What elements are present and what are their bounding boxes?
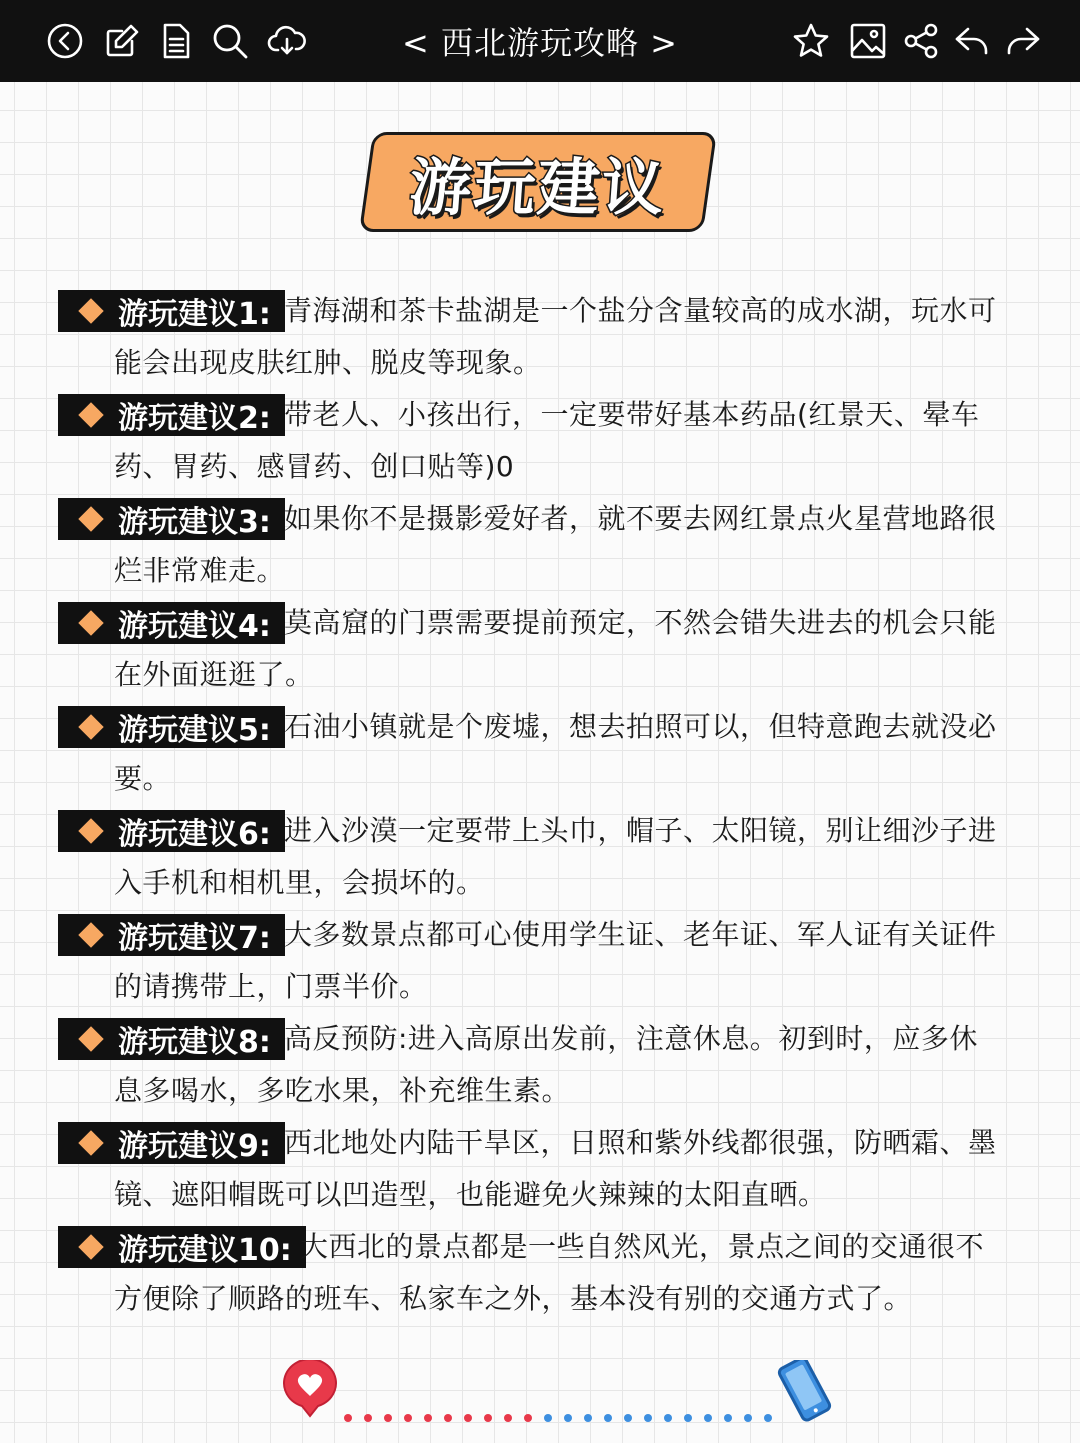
tip-text-line1: 进入沙漠一定要带上头巾，帽子、太阳镜，别让细沙子进	[284, 814, 997, 847]
cloud-download-icon[interactable]	[265, 19, 309, 63]
diamond-icon	[78, 610, 103, 635]
diamond-icon	[78, 402, 103, 427]
dot	[364, 1414, 372, 1422]
tip-label: 游玩建议9:	[58, 1122, 285, 1164]
dot	[624, 1414, 632, 1422]
tip-text-line1: 大多数景点都可心使用学生证、老年证、军人证有关证件	[284, 918, 997, 951]
diamond-icon	[78, 818, 103, 843]
dot	[484, 1414, 492, 1422]
top-toolbar	[0, 0, 1080, 82]
tip-text-line2: 息多喝水，多吃水果，补充维生素。	[114, 1074, 571, 1107]
dot	[764, 1414, 772, 1422]
edit-icon[interactable]	[100, 19, 144, 63]
diamond-icon	[78, 922, 103, 947]
image-icon[interactable]	[846, 19, 890, 63]
dotted-line	[344, 1414, 772, 1422]
dot	[724, 1414, 732, 1422]
dot	[344, 1414, 352, 1422]
tip-label: 游玩建议5:	[58, 706, 285, 748]
tip-text-line2: 能会出现皮肤红肿、脱皮等现象。	[114, 346, 542, 379]
tip-text-line2: 方便除了顺路的班车、私家车之外，基本没有别的交通方式了。	[114, 1282, 913, 1315]
dot	[464, 1414, 472, 1422]
tip-text-line1: 带老人、小孩出行，一定要带好基本药品(红景天、晕车	[284, 398, 980, 431]
tip-label: 游玩建议6:	[58, 810, 285, 852]
dot	[544, 1414, 552, 1422]
document-icon[interactable]	[154, 19, 198, 63]
dot	[644, 1414, 652, 1422]
heading-banner	[359, 132, 717, 232]
tip-label: 游玩建议8:	[58, 1018, 285, 1060]
diamond-icon	[78, 1130, 103, 1155]
tip-label: 游玩建议2:	[58, 394, 285, 436]
document-title[interactable]: < 西北游玩攻略 >	[402, 24, 678, 62]
undo-icon[interactable]	[950, 19, 994, 63]
diamond-icon	[78, 506, 103, 531]
footer-decoration	[280, 1360, 840, 1430]
tip-label: 游玩建议4:	[58, 602, 285, 644]
back-circle-icon[interactable]	[43, 19, 87, 63]
search-icon[interactable]	[208, 19, 252, 63]
tip-text-line2: 要。	[114, 762, 172, 795]
dot	[424, 1414, 432, 1422]
phone-icon	[778, 1360, 832, 1422]
dot	[744, 1414, 752, 1422]
tip-text-line2: 入手机和相机里，会损坏的。	[114, 866, 485, 899]
dot	[404, 1414, 412, 1422]
redo-icon[interactable]	[1001, 19, 1045, 63]
dot	[664, 1414, 672, 1422]
dot	[684, 1414, 692, 1422]
tip-label: 游玩建议1:	[58, 290, 285, 332]
tip-label: 游玩建议7:	[58, 914, 285, 956]
dot	[704, 1414, 712, 1422]
tip-label: 游玩建议3:	[58, 498, 285, 540]
tip-text-line1: 石油小镇就是个废墟，想去拍照可以，但特意跑去就没必	[284, 710, 997, 743]
diamond-icon	[78, 1026, 103, 1051]
heart-chat-icon	[284, 1360, 336, 1416]
tip-text-line1: 如果你不是摄影爱好者，就不要去网红景点火星营地路很	[284, 502, 997, 535]
tip-text-line2: 药、胃药、感冒药、创口贴等)0	[114, 450, 515, 483]
share-icon[interactable]	[899, 19, 943, 63]
tip-text-line1: 大西北的景点都是一些自然风光，景点之间的交通很不	[300, 1230, 985, 1263]
dot	[504, 1414, 512, 1422]
tip-text-line2: 的请携带上，门票半价。	[114, 970, 428, 1003]
tip-text-line1: 西北地处内陆干旱区，日照和紫外线都很强，防晒霜、墨	[284, 1126, 997, 1159]
dot	[444, 1414, 452, 1422]
dot	[524, 1414, 532, 1422]
tip-label: 游玩建议10:	[58, 1226, 306, 1268]
tip-text-line1: 高反预防:进入高原出发前，注意休息。初到时，应多休	[284, 1022, 978, 1055]
heading-title: 游玩建议	[407, 150, 669, 224]
dot	[384, 1414, 392, 1422]
tip-text-line1: 莫高窟的门票需要提前预定，不然会错失进去的机会只能	[284, 606, 997, 639]
tip-text-line2: 烂非常难走。	[114, 554, 286, 587]
diamond-icon	[78, 298, 103, 323]
tip-text-line1: 青海湖和茶卡盐湖是一个盐分含量较高的成水湖，玩水可	[284, 294, 997, 327]
diamond-icon	[78, 714, 103, 739]
star-icon[interactable]	[789, 19, 833, 63]
tip-text-line2: 镜、遮阳帽既可以凹造型，也能避免火辣辣的太阳直晒。	[114, 1178, 827, 1211]
dot	[604, 1414, 612, 1422]
dot	[584, 1414, 592, 1422]
tip-text-line2: 在外面逛逛了。	[114, 658, 314, 691]
dot	[564, 1414, 572, 1422]
diamond-icon	[78, 1234, 103, 1259]
